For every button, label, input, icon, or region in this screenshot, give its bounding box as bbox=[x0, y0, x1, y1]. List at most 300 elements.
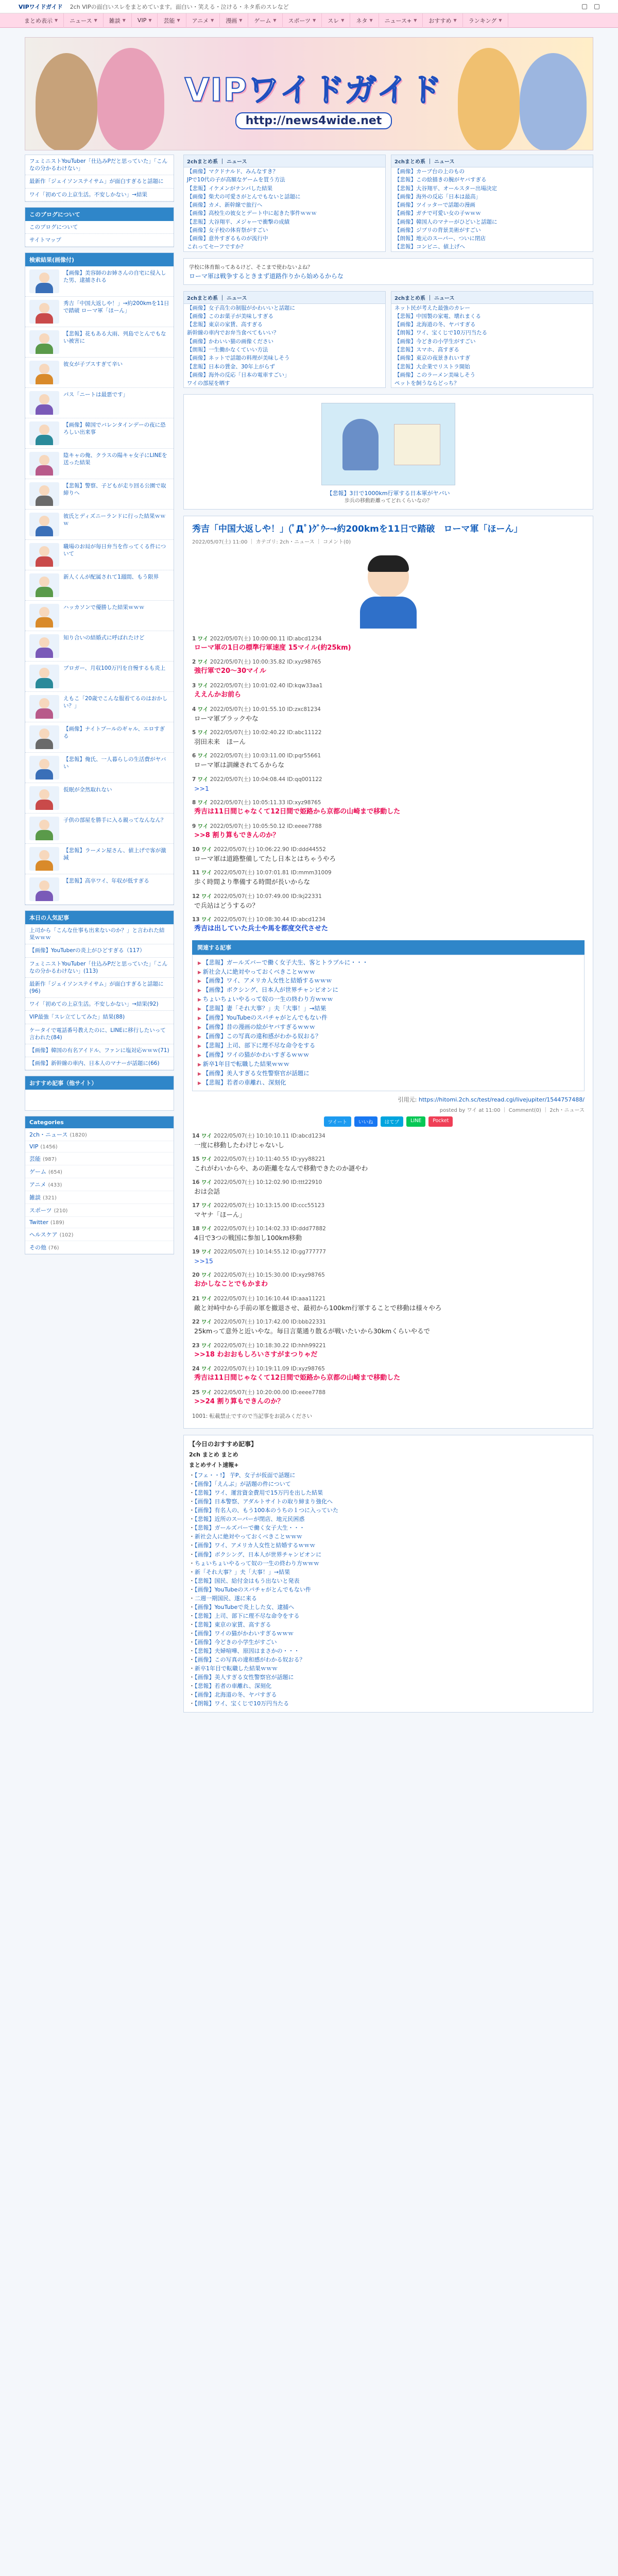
response-number[interactable]: 17 bbox=[192, 1202, 200, 1209]
promo-title[interactable]: ローマ軍は戦争するときまず道路作りから始めるからな bbox=[189, 272, 344, 280]
response-number[interactable]: 15 bbox=[192, 1156, 200, 1162]
response-number[interactable]: 11 bbox=[192, 870, 200, 876]
antenna-link[interactable]: ネット民が考えた最強のカレー bbox=[394, 304, 470, 311]
response-name: ワイ bbox=[201, 1319, 212, 1326]
ranking-item[interactable] bbox=[25, 388, 174, 418]
ranking-item[interactable] bbox=[25, 266, 174, 297]
response-number[interactable]: 9 bbox=[192, 823, 196, 829]
response bbox=[192, 892, 585, 910]
nav-item[interactable] bbox=[283, 13, 322, 28]
category-name: アニメ bbox=[29, 1181, 46, 1189]
share-button[interactable]: いいね bbox=[354, 1116, 377, 1127]
response-number[interactable]: 6 bbox=[192, 753, 196, 759]
mail-icon[interactable] bbox=[594, 4, 599, 9]
ranking-item[interactable] bbox=[25, 874, 174, 905]
recent-link[interactable]: ・ 【画像】有名人の、もう100本のうちの１つに入っていた bbox=[189, 1506, 588, 1515]
ranking-title: ハッカソンで優勝した結果ｗｗｗ bbox=[63, 604, 145, 611]
antenna2-right-heading: 2chまとめ系 ｜ ニュース bbox=[391, 292, 593, 304]
related-link[interactable]: ▶ 【画像】ワイ、アメリカ人女性と結婚するｗｗｗ bbox=[198, 976, 579, 986]
face-illustration bbox=[39, 577, 49, 587]
recent-link[interactable]: ・ 【悲報】ワイ、運営資金費用で15万円を出した結果 bbox=[189, 1488, 588, 1497]
response-number[interactable]: 2 bbox=[192, 659, 196, 666]
response-number[interactable]: 7 bbox=[192, 776, 196, 783]
nav-label: ゲーム bbox=[254, 17, 271, 24]
ranking-thumbnail[interactable] bbox=[29, 756, 59, 779]
antenna-link[interactable]: 【悲報】大谷翔平、オールスター出場決定 bbox=[394, 185, 497, 192]
category-item[interactable] bbox=[25, 1141, 174, 1153]
share-button[interactable]: ツイート bbox=[324, 1116, 352, 1127]
antenna-link[interactable]: 【画像】カーブ台の上のもの bbox=[394, 168, 465, 175]
face-illustration bbox=[39, 668, 49, 678]
sidebar-top-links bbox=[25, 155, 174, 202]
response-number[interactable]: 24 bbox=[192, 1366, 200, 1372]
response bbox=[192, 916, 585, 934]
chevron-down-icon: ▼ bbox=[313, 18, 316, 23]
response-number[interactable]: 12 bbox=[192, 893, 200, 900]
response-body: マヤナ「ほーん」 bbox=[194, 1211, 246, 1219]
share-button[interactable]: LINE bbox=[406, 1116, 425, 1127]
ranking-thumbnail[interactable] bbox=[29, 391, 59, 415]
recent-link[interactable]: ・ 【画像】ワイ、アメリカ人女性と結婚するｗｗｗ bbox=[189, 1541, 588, 1550]
top-bar bbox=[0, 0, 618, 13]
face-illustration bbox=[39, 850, 49, 860]
related-link[interactable]: ▶ 【悲報】上司、部下に理不尽な命令をする bbox=[198, 1041, 579, 1050]
ranking-item[interactable] bbox=[25, 479, 174, 510]
recent-link[interactable]: ・ 二週一期国民、遂に来る bbox=[189, 1594, 588, 1603]
nav-item[interactable] bbox=[322, 13, 350, 28]
category-count: (189) bbox=[50, 1220, 64, 1226]
category-item[interactable] bbox=[25, 1241, 174, 1254]
face-illustration bbox=[39, 333, 49, 344]
response bbox=[192, 822, 585, 841]
response-name: ワイ bbox=[197, 635, 209, 642]
person-illustration bbox=[36, 556, 53, 567]
recent-link[interactable]: ・ 【画像】「えんぶ」が話題の件について bbox=[189, 1480, 588, 1488]
ranking-title: 【画像】美容師のお姉さんの自宅に侵入した男、逮捕される bbox=[63, 270, 166, 284]
nav-label: まとめ表示 bbox=[24, 17, 53, 24]
ranking-thumbnail[interactable] bbox=[29, 634, 59, 658]
response-number[interactable]: 1 bbox=[192, 635, 196, 642]
category-count: (321) bbox=[43, 1195, 57, 1201]
antenna-link[interactable]: 【画像】東京の夜景きれいすぎ bbox=[394, 355, 470, 362]
ranking-thumbnail[interactable] bbox=[29, 330, 59, 354]
popular-link[interactable]: 【画像】韓国の有名アイドル、ファンに塩対応ｗｗｗ(71) bbox=[25, 1044, 174, 1057]
ranking-thumbnail[interactable] bbox=[29, 452, 59, 476]
response-name: ワイ bbox=[201, 1389, 212, 1396]
ranking-thumbnail[interactable] bbox=[29, 482, 59, 506]
response-number[interactable]: 19 bbox=[192, 1249, 200, 1256]
category-name: ゲーム bbox=[29, 1168, 46, 1176]
face-illustration bbox=[39, 880, 49, 891]
response-number[interactable]: 10 bbox=[192, 846, 200, 853]
popular-link[interactable]: 【画像】新幹線の車内、日本人のマナーが話題に(66) bbox=[25, 1057, 174, 1070]
category-item[interactable] bbox=[25, 1191, 174, 1204]
response-number[interactable]: 14 bbox=[192, 1132, 200, 1139]
about-link[interactable]: このブログについて bbox=[25, 221, 174, 234]
response-date: 2022/05/07(土) 10:14:02.33 ID:ddd77882 bbox=[214, 1226, 326, 1232]
sidebar-link[interactable]: フェミニストYouTuber「仕込みPだと思っていた」「こんなの分かるわけない」 bbox=[25, 155, 174, 175]
ranking-title: 【画像】韓国でバレンタインデーの夜に恐ろしい出来事 bbox=[63, 422, 166, 436]
response-body: おかしなことでもかまわ bbox=[194, 1280, 268, 1289]
about-link[interactable]: サイトマップ bbox=[25, 234, 174, 247]
response-number[interactable]: 8 bbox=[192, 799, 196, 806]
nav-item[interactable] bbox=[104, 13, 132, 28]
response-header bbox=[192, 658, 585, 666]
antenna-link[interactable]: 【画像】今どきの小学生がすごい bbox=[394, 338, 476, 345]
recent-link[interactable]: ・ 【画像】この写真の違和感がわかる奴おる？ bbox=[189, 1655, 588, 1664]
response-header bbox=[192, 822, 585, 830]
ranking-thumbnail[interactable] bbox=[29, 269, 59, 293]
ranking-thumbnail[interactable] bbox=[29, 573, 59, 597]
antenna-link[interactable]: 【画像】柴犬の可愛さがとんでもないと話題に bbox=[187, 193, 301, 200]
response-number[interactable]: 3 bbox=[192, 683, 196, 689]
share-button[interactable]: はてブ bbox=[381, 1116, 404, 1127]
response-date: 2022/05/07(土) 10:01:02.40 ID:kqw33aa1 bbox=[210, 683, 323, 689]
response bbox=[192, 1318, 585, 1336]
person-illustration bbox=[36, 374, 53, 384]
antenna-link[interactable]: 【悲報】コンビニ、値上げへ bbox=[394, 244, 465, 250]
ranking-thumbnail[interactable] bbox=[29, 695, 59, 719]
antenna-link[interactable]: 【画像】かわいい猫の画像ください bbox=[187, 338, 273, 345]
response-number[interactable]: 18 bbox=[192, 1226, 200, 1232]
article-title[interactable]: 秀吉「中国大返しや！」(ﾟДﾟ)ｸﾞｳｰ→約200kmを11日で踏破 ローマ軍「ほーん」 bbox=[192, 523, 523, 534]
nav-item[interactable] bbox=[186, 13, 220, 28]
ranking-item[interactable] bbox=[25, 783, 174, 814]
recent-link[interactable]: ・ 【画像】北海道の冬、ヤバすぎる bbox=[189, 1690, 588, 1699]
share-button[interactable]: Pocket bbox=[428, 1116, 453, 1127]
response-number[interactable]: 16 bbox=[192, 1179, 200, 1185]
related-link[interactable]: ▶ 【画像】美人すぎる女性警察官が話題に bbox=[198, 1069, 579, 1078]
ranking-thumbnail[interactable] bbox=[29, 421, 59, 445]
response-header bbox=[192, 1155, 585, 1163]
nav-item[interactable] bbox=[463, 13, 508, 28]
antenna-link[interactable]: 【画像】ツイッターで話題の漫画 bbox=[394, 202, 475, 209]
antenna-link[interactable]: 【朗報】一生働かなくていい方法 bbox=[187, 346, 268, 353]
antenna-link[interactable]: JPで10代の子が高額なゲームを買う方法 bbox=[187, 177, 285, 183]
response-name: ワイ bbox=[197, 683, 209, 689]
response-name: ワイ bbox=[201, 1296, 212, 1302]
related-link[interactable]: ▶ 【画像】昔の漫画の絵がヤバすぎるｗｗｗ bbox=[198, 1023, 579, 1032]
category-item[interactable] bbox=[25, 1204, 174, 1217]
category-name: ヘルスケア bbox=[29, 1231, 58, 1239]
response-number[interactable]: 4 bbox=[192, 706, 196, 713]
nav-item[interactable] bbox=[248, 13, 282, 28]
category-item[interactable] bbox=[25, 1165, 174, 1178]
response-date: 2022/05/07(土) 10:20:00.00 ID:eeee7788 bbox=[214, 1389, 326, 1396]
promo-line: 学校に体育館ってあるけど、そこまで使わないよね？ bbox=[189, 264, 313, 270]
antenna-link[interactable]: 【画像】このお菓子が美味しすぎる bbox=[187, 313, 273, 319]
response-number[interactable]: 23 bbox=[192, 1342, 200, 1349]
response-body: ローマ軍の1日の標準行軍速度 15マイル(約25km) bbox=[194, 643, 351, 652]
response-header bbox=[192, 1271, 585, 1279]
sidebar-link[interactable]: ワイ「初めての上京生活。不安しかない」→結果 bbox=[25, 189, 174, 201]
response bbox=[192, 658, 585, 676]
response-date: 2022/05/07(土) 10:03:11.00 ID:pqr55661 bbox=[210, 753, 321, 759]
recent-link[interactable]: ・ 【悲報】近所のスーパーが閉店、地元民困惑 bbox=[189, 1515, 588, 1523]
main-content bbox=[183, 155, 593, 1713]
category-count: (102) bbox=[59, 1232, 74, 1239]
recent-link[interactable]: ・ 【悲報】東京の家賃、高すぎる bbox=[189, 1620, 588, 1629]
ranking-item[interactable] bbox=[25, 814, 174, 844]
recent-link[interactable]: ・ 【悲報】ガールズバーで働く女子大生・・・ bbox=[189, 1523, 588, 1532]
response-number[interactable]: 20 bbox=[192, 1272, 200, 1279]
ranking-item[interactable] bbox=[25, 753, 174, 783]
antenna-link[interactable]: 【画像】女子校の体育祭がすごい bbox=[187, 227, 268, 233]
response-header bbox=[192, 869, 585, 876]
face-illustration bbox=[39, 607, 49, 617]
antenna-link[interactable]: これってセーフですか？ bbox=[187, 244, 246, 250]
chevron-down-icon: ▼ bbox=[122, 18, 126, 23]
nav-item[interactable] bbox=[132, 13, 158, 28]
ranking-thumbnail[interactable] bbox=[29, 513, 59, 536]
ranking-thumbnail[interactable] bbox=[29, 300, 59, 324]
ranking-thumbnail[interactable] bbox=[29, 361, 59, 384]
popular-link[interactable]: 最新作「ジェイソンステイサム」が面白すぎると話題に(96) bbox=[25, 978, 174, 998]
recent-link[interactable]: ・ ちょいちょいやるって奴の一生の終わり方ｗｗｗ bbox=[189, 1559, 588, 1568]
response-header bbox=[192, 682, 585, 689]
antenna-link[interactable]: 【画像】高校生の彼女とデート中に起きた事件ｗｗｗ bbox=[187, 210, 317, 217]
article-illustration bbox=[350, 551, 427, 629]
related-link[interactable]: ▶ 【悲報】妻「それ大事？」夫「大事！」→結果 bbox=[198, 1004, 579, 1013]
nav-item[interactable] bbox=[19, 13, 64, 28]
response-body: 羽田未来 ほーん bbox=[194, 738, 246, 746]
category-item[interactable] bbox=[25, 1178, 174, 1191]
recent-link[interactable]: ・ 【悲報】夫婦喧嘩、原因はまさかの・・・ bbox=[189, 1647, 588, 1655]
ranking-item[interactable] bbox=[25, 662, 174, 692]
recent-link[interactable]: ・ 【画像】日本警察、アダルトサイトの取り締まり強化へ bbox=[189, 1497, 588, 1506]
recent-link[interactable]: ・ 【悲報】国民、給付金はもう出ないと発表 bbox=[189, 1577, 588, 1585]
response-date: 2022/05/07(土) 10:02:40.22 ID:abc11122 bbox=[210, 730, 322, 736]
antenna-link[interactable]: 【画像】ネットで話題の料理が美味しそう bbox=[187, 355, 290, 362]
antenna-link[interactable]: 【画像】北海道の冬、ヤバすぎる bbox=[394, 321, 476, 328]
article-meta: 2022/05/07(土) 11:00 ｜ カテゴリ: 2ch・ニュース ｜ コメント(0) bbox=[192, 539, 351, 545]
related-link[interactable]: ▶ 【悲報】若者の車離れ、深刻化 bbox=[198, 1078, 579, 1088]
antenna-link[interactable]: 【画像】韓国人のマナーがひどいと話題に bbox=[394, 218, 497, 225]
recent-link[interactable]: ・ 【画像】YouTubeで炎上した女、逮捕へ bbox=[189, 1603, 588, 1612]
response-number[interactable]: 13 bbox=[192, 916, 200, 923]
nav-label: おすすめ bbox=[428, 17, 452, 24]
response-date: 2022/05/07(土) 10:07:01.81 ID:mmm31009 bbox=[214, 870, 332, 876]
article bbox=[183, 516, 593, 1429]
related-link[interactable]: ▶ 【画像】ボクシング、日本人が世界チャンピオンに bbox=[198, 986, 579, 995]
response-number[interactable]: 21 bbox=[192, 1296, 200, 1302]
category-count: (987) bbox=[43, 1157, 57, 1163]
ranking-item[interactable] bbox=[25, 327, 174, 358]
recent-link[interactable]: ・ 新社会人に絶対やっておくべきことｗｗｗ bbox=[189, 1532, 588, 1541]
response-name: ワイ bbox=[197, 776, 209, 783]
antenna-link[interactable]: 【画像】カメ、新幹線で旅行へ bbox=[187, 202, 263, 209]
ranking-item[interactable] bbox=[25, 449, 174, 479]
antenna-link[interactable]: 新幹線の車内でお弁当食べてもいい？ bbox=[187, 330, 279, 336]
popular-link[interactable]: ケータイで電話番号教えたのに、LINEに移行したいって言われた(84) bbox=[25, 1024, 174, 1044]
recent-link[interactable]: ・ 【画像】YouTubeのスパチャがとんでもない件 bbox=[189, 1585, 588, 1594]
antenna-right-heading: 2chまとめ系 ｜ ニュース bbox=[391, 155, 593, 167]
nav-item[interactable] bbox=[423, 13, 462, 28]
source-link[interactable]: https://hitomi.2ch.sc/test/read.cgi/livejupiter/1544757488/ bbox=[418, 1096, 585, 1103]
recent-link[interactable]: ・ 【画像】ワイの猫がかわいすぎるｗｗｗ bbox=[189, 1629, 588, 1638]
response-number[interactable]: 5 bbox=[192, 730, 196, 736]
recent-link[interactable]: ・ 【画像】今どきの小学生がすごい bbox=[189, 1638, 588, 1647]
header-banner[interactable] bbox=[25, 37, 593, 150]
category-item[interactable] bbox=[25, 1228, 174, 1241]
recent-link[interactable]: ・ 新卒1年目で転職した結果ｗｗｗ bbox=[189, 1664, 588, 1673]
popular-link[interactable]: フェミニストYouTuber「仕込みPだと思っていた」「こんなの分かるわけない」(113) bbox=[25, 958, 174, 978]
related-link[interactable]: ▶ ちょいちょいやるって奴の一生の終わり方ｗｗｗ bbox=[198, 995, 579, 1004]
antenna-link[interactable]: 【悲報】この絵描きの腕がヤバすぎる bbox=[394, 177, 487, 183]
ranking-item[interactable] bbox=[25, 540, 174, 570]
nav-label: ランキング bbox=[468, 17, 497, 24]
response bbox=[192, 1388, 585, 1407]
ranking-thumbnail[interactable] bbox=[29, 877, 59, 901]
response-header bbox=[192, 892, 585, 900]
response-date: 2022/05/07(土) 10:01:55.10 ID:zxc81234 bbox=[210, 706, 321, 713]
related-link[interactable]: ▶ 新社会人に絶対やっておくべきことｗｗｗ bbox=[198, 968, 579, 977]
ranking-item[interactable] bbox=[25, 418, 174, 449]
sidebar-link[interactable]: 最新作「ジェイソンステイサム」が面白すぎると話題に bbox=[25, 175, 174, 188]
response-header bbox=[192, 916, 585, 923]
response bbox=[192, 1248, 585, 1266]
response-header bbox=[192, 705, 585, 713]
nav-item[interactable] bbox=[158, 13, 186, 28]
category-name: 2ch・ニュース bbox=[29, 1131, 68, 1139]
related-link[interactable]: ▶ 【悲報】ガールズバーで働く女子大生、客とトラブルに・・・ bbox=[198, 958, 579, 968]
ranking-item[interactable] bbox=[25, 844, 174, 874]
ranking-item[interactable] bbox=[25, 631, 174, 662]
recent-link[interactable]: ・ 【悲報】上司、部下に理不尽な命令をする bbox=[189, 1612, 588, 1620]
about-box bbox=[25, 207, 174, 247]
ranking-thumbnail[interactable] bbox=[29, 543, 59, 567]
response-header bbox=[192, 799, 585, 806]
response-number[interactable]: 25 bbox=[192, 1389, 200, 1396]
response bbox=[192, 635, 585, 653]
related-link[interactable]: ▶ 【画像】YouTubeのスパチャがとんでもない件 bbox=[198, 1013, 579, 1023]
person-illustration bbox=[36, 587, 53, 597]
response-name: ワイ bbox=[201, 1179, 212, 1185]
ranking-item[interactable] bbox=[25, 358, 174, 388]
response-body: 秀吉は11日間じゃなくて12日間で姫路から京都の山崎まで移動した bbox=[194, 807, 401, 816]
ranking-item[interactable] bbox=[25, 570, 174, 601]
popular-link[interactable]: 【画像】YouTuberの炎上がひどすぎる（117） bbox=[25, 944, 174, 957]
recent-link[interactable]: ・ 【フェ・・!】 芋P、女子が仮面で話題に bbox=[189, 1471, 588, 1480]
antenna-link[interactable]: 【悲報】日本の賃金、30年上がらず bbox=[187, 363, 275, 370]
promo-caption[interactable]: 【悲報】3日で1000km行軍する日本軍がヤバい bbox=[327, 490, 450, 497]
site-logo[interactable] bbox=[180, 64, 448, 129]
recent-link[interactable]: ・ 【画像】美人すぎる女性警察官が話題に bbox=[189, 1673, 588, 1682]
antenna-link[interactable]: 【画像】海外の反応「日本の電車すごい」 bbox=[187, 371, 290, 378]
recent-link[interactable]: ・ 新「それ大事？」夫「大事！」→結果 bbox=[189, 1568, 588, 1577]
site-name[interactable]: VIPワイドガイド bbox=[19, 3, 63, 10]
antenna-link[interactable]: 【悲報】大谷翔平、メジャーで衝撃の成績 bbox=[187, 218, 290, 225]
recent-sub-2: まとめサイト速報+ bbox=[189, 1462, 239, 1469]
ranking-title: 職場のお局が毎日弁当を作ってくる件について bbox=[63, 544, 166, 557]
ranking-thumbnail[interactable] bbox=[29, 786, 59, 810]
chevron-down-icon: ▼ bbox=[148, 18, 152, 23]
antenna-link[interactable]: 【悲報】イケメンがナンパした結果 bbox=[187, 185, 273, 192]
popular-link[interactable]: VIP最強「スレ立てしてみた」結果(88) bbox=[25, 1011, 174, 1024]
response-date: 2022/05/07(土) 10:00:00.11 ID:abcd1234 bbox=[210, 635, 322, 642]
person-illustration bbox=[342, 419, 379, 470]
ranking-title: 彼氏とディズニーランドに行った結果ｗｗｗ bbox=[63, 513, 166, 527]
person-illustration bbox=[36, 404, 53, 415]
category-name: Twitter bbox=[29, 1219, 48, 1226]
popular-link[interactable]: 上司から「こんな仕事も出来ないのか？」と言われた結果ｗｗｗ bbox=[25, 924, 174, 944]
person-illustration bbox=[36, 313, 53, 324]
antenna-link[interactable]: 【悲報】東京の家賃、高すぎる bbox=[187, 321, 263, 328]
related-link[interactable]: ▶ 新卒1年目で転職した結果ｗｗｗ bbox=[198, 1060, 579, 1069]
ranking-item[interactable] bbox=[25, 510, 174, 540]
antenna-link[interactable]: 【画像】意外すぎるものが流行中 bbox=[187, 235, 268, 242]
antenna-link[interactable]: 【朗報】地元のスーパー、ついに閉店 bbox=[394, 235, 486, 242]
promo-image-block[interactable] bbox=[183, 394, 593, 509]
related-link[interactable]: ▶ 【画像】この写真の違和感がわかる奴おる？ bbox=[198, 1032, 579, 1041]
ranking-thumbnail[interactable] bbox=[29, 847, 59, 871]
character-illustration bbox=[36, 53, 97, 150]
nav-item[interactable] bbox=[220, 13, 248, 28]
nav-item[interactable] bbox=[350, 13, 379, 28]
response-number[interactable]: 22 bbox=[192, 1319, 200, 1326]
antenna-link[interactable]: 【画像】海外の反応「日本は最高」 bbox=[394, 193, 481, 200]
popular-link[interactable]: ワイ「初めての上京生活。不安しかない」→結果(92) bbox=[25, 998, 174, 1011]
response-date: 2022/05/07(土) 10:05:11.33 ID:xyz98765 bbox=[210, 799, 321, 806]
response-name: ワイ bbox=[197, 659, 209, 666]
antenna-link[interactable]: 【画像】このラーメン美味しそう bbox=[394, 371, 475, 378]
response-name: ワイ bbox=[201, 893, 212, 900]
character-illustration bbox=[520, 53, 587, 150]
ranking-item[interactable] bbox=[25, 601, 174, 631]
recent-link[interactable]: ・ 【画像】ボクシング、日本人が世界チャンピオンに bbox=[189, 1550, 588, 1559]
ranking-thumbnail[interactable] bbox=[29, 665, 59, 688]
response bbox=[192, 752, 585, 770]
response bbox=[192, 682, 585, 700]
antenna-link[interactable]: 【悲報】スマホ、高すぎる bbox=[394, 346, 459, 353]
antenna-link[interactable]: 【画像】マクドナルド、みんなすき？ bbox=[187, 168, 279, 175]
recent-link[interactable]: ・ 【悲報】若者の車離れ、深刻化 bbox=[189, 1682, 588, 1690]
promo-block bbox=[183, 258, 593, 285]
rss-icon[interactable] bbox=[582, 4, 587, 9]
nav-item[interactable] bbox=[64, 13, 104, 28]
ranking-thumbnail[interactable] bbox=[29, 725, 59, 749]
antenna-link[interactable]: 【画像】ガチで可愛い女の子ｗｗｗ bbox=[394, 210, 481, 217]
ranking-item[interactable] bbox=[25, 692, 174, 722]
antenna-link[interactable]: ペットを飼うならどっち？ bbox=[394, 380, 459, 387]
recent-link[interactable]: ・ 【朗報】ワイ、宝くじで10万円当たる bbox=[189, 1699, 588, 1708]
recent-heading: 【今日のおすすめ記事】 bbox=[189, 1440, 258, 1448]
category-item[interactable] bbox=[25, 1217, 174, 1228]
ranking-thumbnail[interactable] bbox=[29, 604, 59, 628]
chevron-down-icon: ▼ bbox=[369, 18, 373, 23]
ranking-title: 秀吉「中国大返しや！」→約200kmを11日で踏破 ローマ軍「ほーん」 bbox=[63, 300, 169, 314]
nav-label: アニメ bbox=[192, 17, 209, 24]
promo-image[interactable] bbox=[321, 403, 455, 485]
response bbox=[192, 1132, 585, 1150]
category-item[interactable] bbox=[25, 1128, 174, 1141]
antenna-link[interactable]: 【悲報】大企業でリストラ開始 bbox=[394, 363, 470, 370]
recent-box bbox=[183, 1435, 593, 1713]
response-name: ワイ bbox=[197, 823, 209, 829]
ranking-item[interactable] bbox=[25, 722, 174, 753]
category-item[interactable] bbox=[25, 1153, 174, 1165]
nav-item[interactable] bbox=[379, 13, 423, 28]
antenna-link[interactable]: 【画像】女子高生の制服がかわいいと話題に bbox=[187, 304, 295, 311]
antenna-link[interactable]: ワイの部屋を晒す bbox=[187, 380, 230, 387]
antenna-link[interactable]: 【画像】ジブリの背景美術がすごい bbox=[394, 227, 481, 233]
related-link[interactable]: ▶ 【画像】ワイの猫がかわいすぎるｗｗｗ bbox=[198, 1050, 579, 1060]
antenna-link[interactable]: 【朗報】ワイ、宝くじで10万円当たる bbox=[394, 330, 488, 336]
antenna-link[interactable]: 【悲報】中国製の家電、壊れまくる bbox=[394, 313, 481, 319]
ranking-item[interactable] bbox=[25, 297, 174, 327]
chevron-down-icon: ▼ bbox=[453, 18, 457, 23]
ranking-thumbnail[interactable] bbox=[29, 817, 59, 840]
